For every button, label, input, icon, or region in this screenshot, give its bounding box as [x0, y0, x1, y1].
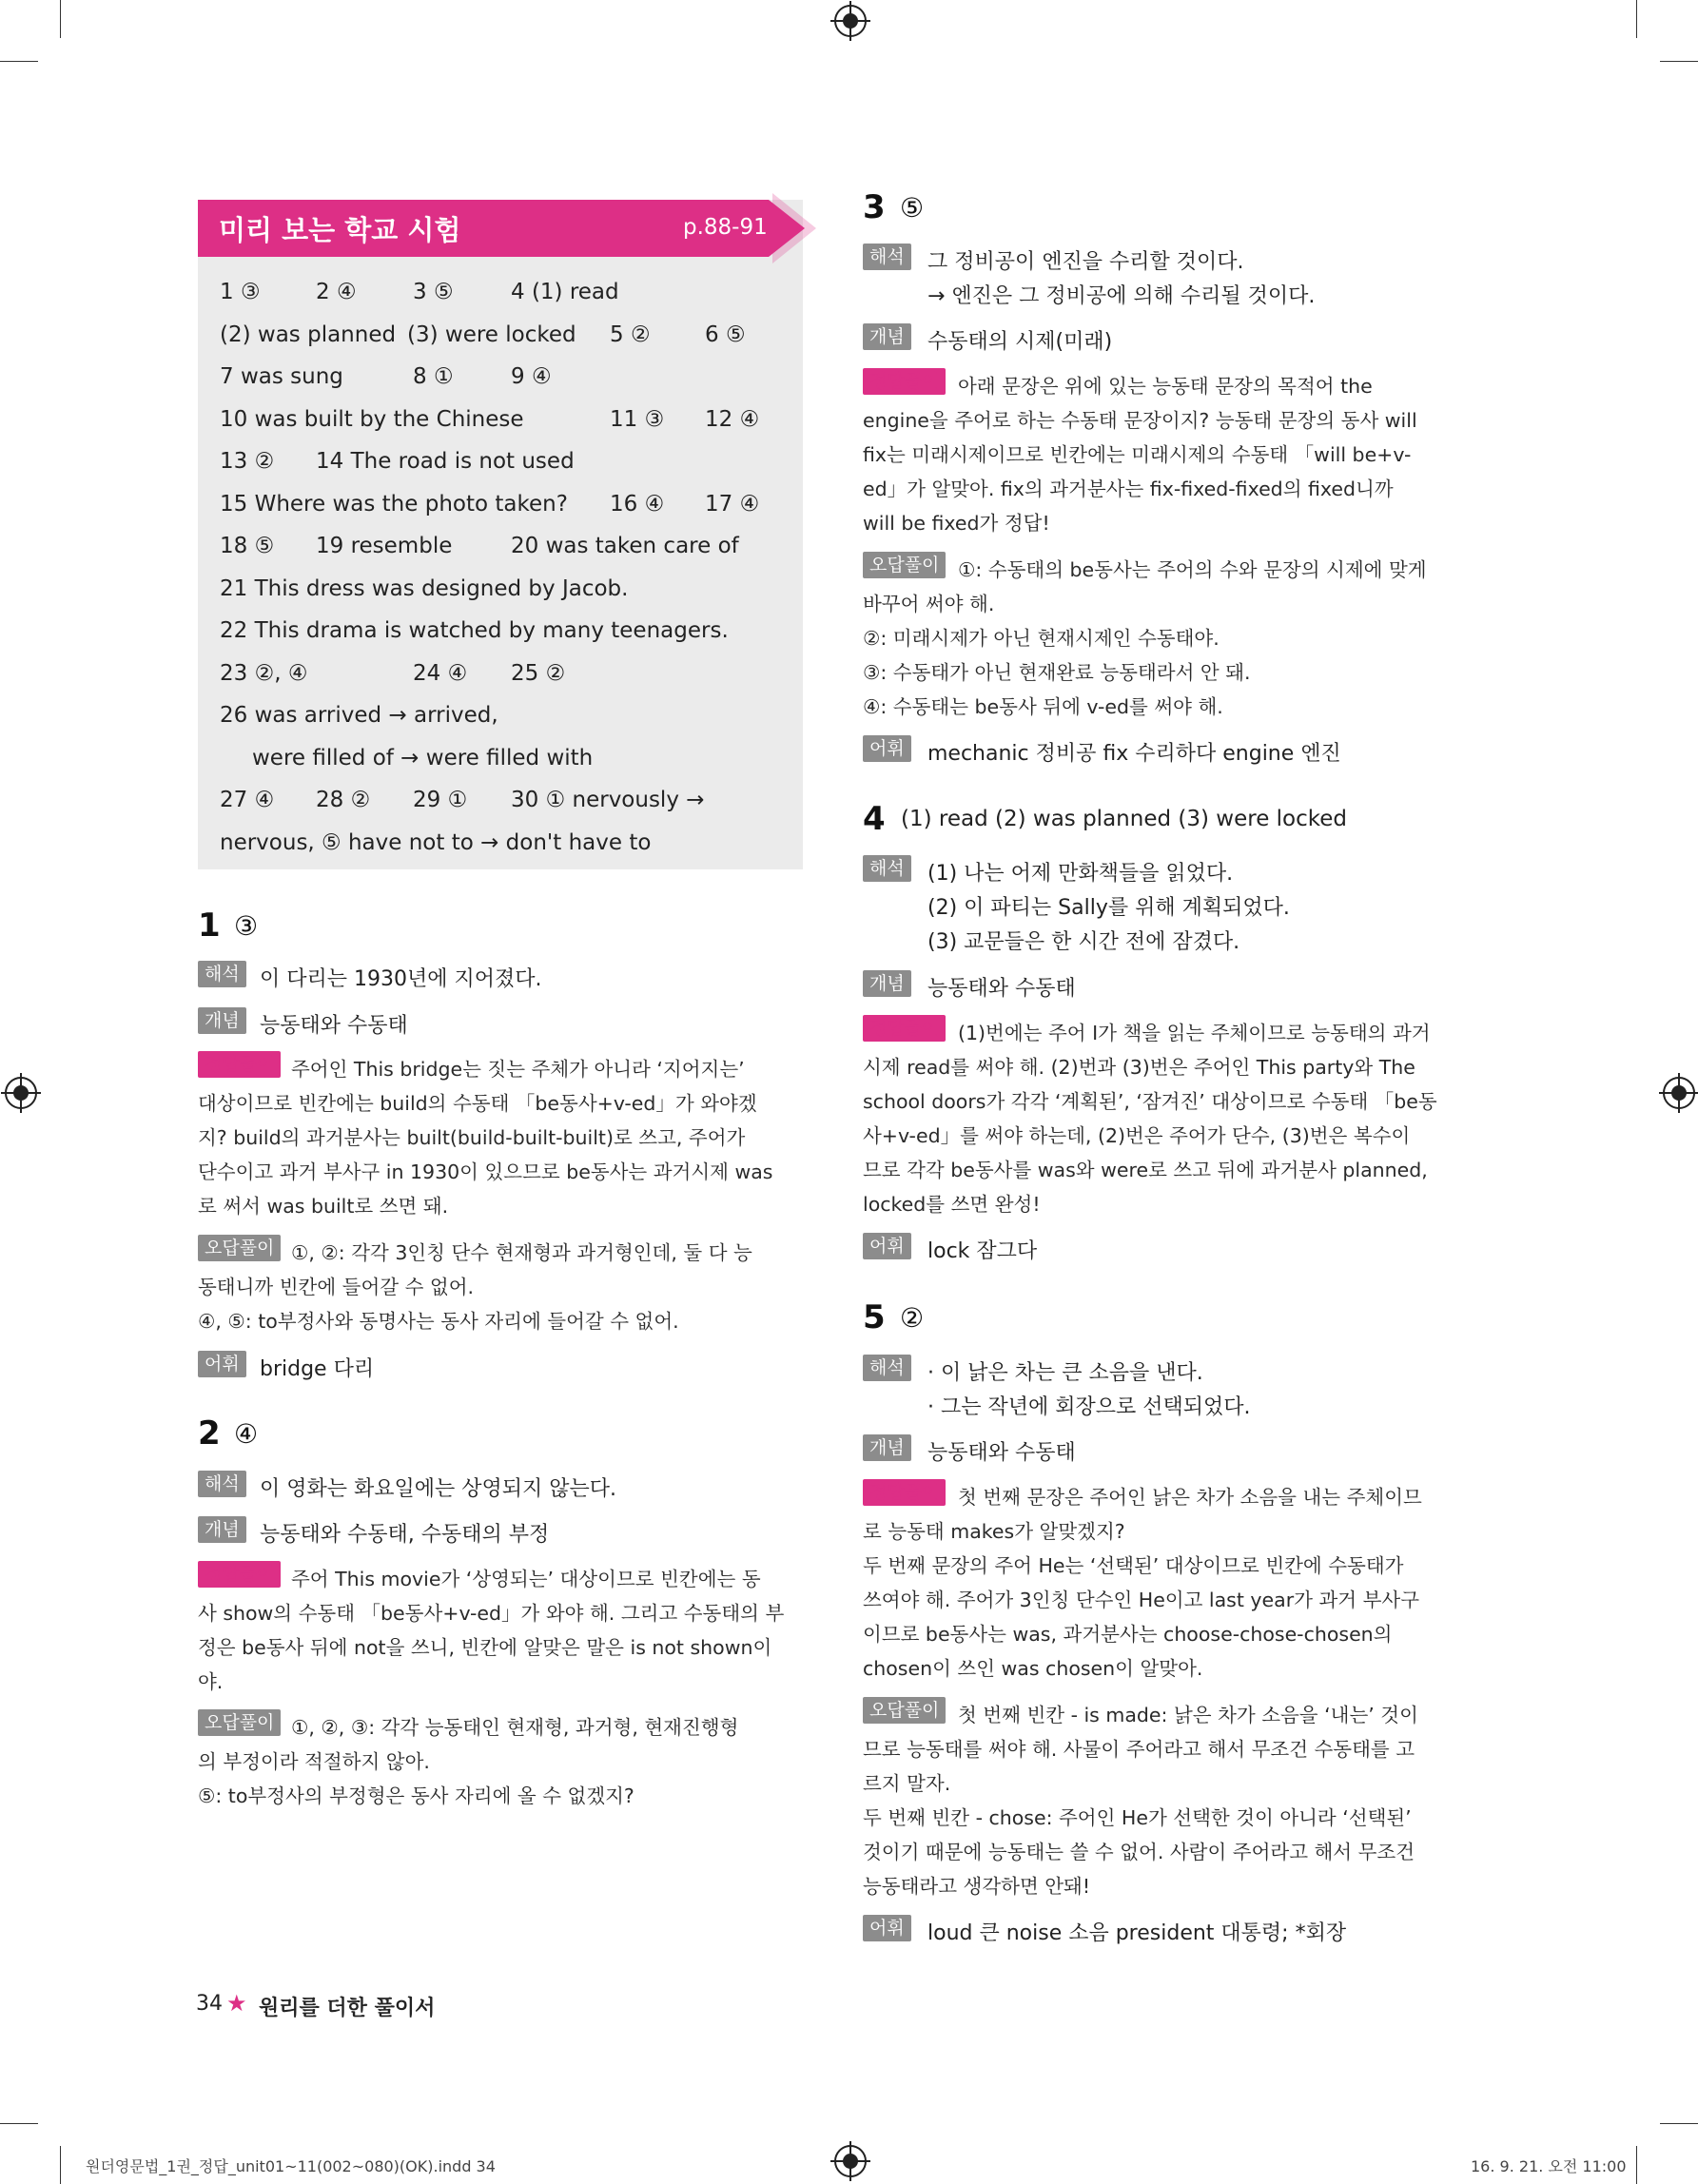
explanation-line: 단수이고 과거 부사구 in 1930이 있으므로 be동사는 과거시제 was — [198, 1160, 773, 1183]
crop-mark — [60, 0, 61, 38]
wrong-answer-line: 바꾸어 써야 해. — [863, 593, 995, 615]
crop-mark — [0, 2123, 38, 2124]
translation: (1) 나는 어제 만화책들을 읽었다. — [927, 862, 1234, 886]
wrong-answer-line: 의 부정이라 적절하지 않아. — [198, 1750, 430, 1773]
explanation-line: engine을 주어로 하는 수동태 문장이지? 능동태 문장의 동사 will — [863, 409, 1417, 432]
question-answer: ⑤ — [900, 192, 925, 224]
crop-mark — [1636, 2146, 1637, 2184]
explanation-line: locked를 쓰면 완성! — [863, 1193, 1041, 1216]
explanation-line: 주어 This movie가 ‘상영되는’ 대상이므로 빈칸에는 동 — [291, 1568, 761, 1590]
answer-item: 26 was arrived → arrived, — [220, 703, 498, 728]
question-number: 4 — [863, 800, 886, 838]
explanation-line: 주어인 This bridge는 짓는 주체가 아니라 ‘지어지는’ — [291, 1058, 745, 1081]
wrong-answer-line: 두 번째 빈칸 - chose: 주어인 He가 선택한 것이 아니라 ‘선택된’ — [863, 1806, 1412, 1829]
answer-item: 4 (1) read — [511, 280, 619, 304]
explanation-line: 대상이므로 빈칸에는 build의 수동태 「be동사+v-ed」가 와야겠 — [198, 1092, 757, 1115]
wrong-answer-line: 첫 번째 빈칸 - is made: 낡은 차가 소음을 ‘내는’ 것이 — [958, 1704, 1418, 1726]
explanation-line: 아래 문장은 위에 있는 능동태 문장의 목적어 the — [958, 375, 1373, 398]
explanation-line: chosen이 쓰인 was chosen이 알맞아. — [863, 1657, 1203, 1680]
tag-haeseok: 해석 — [863, 244, 911, 270]
answer-item: 9 ④ — [511, 364, 552, 389]
explanation-line: 로 능동태 makes가 알맞겠지? — [863, 1520, 1125, 1543]
question-answer: ② — [900, 1302, 925, 1334]
tag-haeseok: 해석 — [863, 1355, 911, 1381]
crop-mark — [1660, 2123, 1698, 2124]
tag-eohwi: 어휘 — [863, 1915, 911, 1941]
answer-item: 12 ④ — [705, 407, 760, 432]
explanation-line: 야. — [198, 1670, 224, 1693]
question-number: 2 — [198, 1414, 221, 1453]
concept: 수동태의 시제(미래) — [927, 330, 1113, 354]
answer-item: 17 ④ — [705, 492, 760, 517]
question-answer: ④ — [234, 1418, 259, 1450]
wrong-answer-line: ⑤: to부정사의 부정형은 동사 자리에 올 수 없겠지? — [198, 1784, 634, 1807]
tag-gaenyeom: 개념 — [198, 1516, 246, 1543]
explanation-line: 정은 be동사 뒤에 not을 쓰니, 빈칸에 알맞은 말은 is not shown이 — [198, 1636, 772, 1659]
tag-eohwi: 어휘 — [198, 1351, 246, 1377]
translation: · 그는 작년에 회장으로 선택되었다. — [927, 1395, 1251, 1419]
answer-item: 27 ④ — [220, 788, 275, 812]
registration-mark-icon — [834, 5, 867, 37]
translation: (3) 교문들은 한 시간 전에 잠겼다. — [927, 930, 1240, 954]
registration-mark-icon — [1663, 1077, 1695, 1109]
answer-item: 28 ② — [316, 788, 371, 812]
answer-item: 29 ① — [413, 788, 468, 812]
answer-item: 6 ⑤ — [705, 322, 746, 347]
explanation-line: fix는 미래시제이므로 빈칸에는 미래시제의 수동태 「will be+v- — [863, 443, 1412, 466]
explanation-line: 므로 각각 be동사를 was와 were로 쓰고 뒤에 과거분사 planned, — [863, 1159, 1428, 1181]
vocabulary: bridge 다리 — [260, 1357, 375, 1381]
vocabulary: loud 큰 noise 소음 president 대통령; *회장 — [927, 1921, 1347, 1945]
tag-jeongdap: 정답풀이 — [198, 1051, 281, 1078]
crop-mark — [1636, 0, 1637, 38]
tag-jeongdap: 정답풀이 — [863, 1479, 946, 1506]
tag-haeseok: 해석 — [198, 961, 246, 987]
explanation-line: 지? build의 과거분사는 built(build-built-built)로 쓰고, 주어가 — [198, 1126, 746, 1149]
wrong-answer-line: ④, ⑤: to부정사와 동명사는 동사 자리에 들어갈 수 없어. — [198, 1310, 679, 1333]
translation: (2) 이 파티는 Sally를 위해 계획되었다. — [927, 896, 1290, 920]
answer-item: nervous, ⑤ have not to → don't have to — [220, 830, 652, 855]
tag-odap: 오답풀이 — [863, 552, 946, 578]
answer-item: 7 was sung — [220, 364, 343, 389]
answer-item: 15 Where was the photo taken? — [220, 492, 568, 517]
answer-item: 3 ⑤ — [413, 280, 454, 304]
answer-item: 14 The road is not used — [316, 449, 575, 474]
concept: 능동태와 수동태 — [927, 1441, 1076, 1465]
section-title: 미리 보는 학교 시험 — [219, 214, 461, 246]
tag-gaenyeom: 개념 — [863, 323, 911, 350]
answer-item: 22 This drama is watched by many teenagers. — [220, 618, 729, 643]
book-title: 원리를 더한 풀이서 — [259, 1997, 436, 2020]
crop-mark — [60, 2146, 61, 2184]
tag-jeongdap: 정답풀이 — [863, 1015, 946, 1042]
question-number: 1 — [198, 907, 221, 945]
concept: 능동태와 수동태, 수동태의 부정 — [260, 1523, 550, 1547]
explanation-line: 사 show의 수동태 「be동사+v-ed」가 와야 해. 그리고 수동태의 부 — [198, 1602, 785, 1625]
vocabulary: mechanic 정비공 fix 수리하다 engine 엔진 — [927, 742, 1341, 766]
answer-item: 24 ④ — [413, 661, 468, 686]
answer-item: 20 was taken care of — [511, 534, 739, 558]
translation: 그 정비공이 엔진을 수리할 것이다. — [927, 250, 1244, 274]
answer-item: 18 ⑤ — [220, 534, 275, 558]
tag-eohwi: 어휘 — [863, 735, 911, 762]
explanation-line: will be fixed가 정답! — [863, 512, 1050, 535]
answer-item: 8 ① — [413, 364, 454, 389]
translation: → 엔진은 그 정비공에 의해 수리될 것이다. — [927, 284, 1316, 308]
concept: 능동태와 수동태 — [927, 977, 1076, 1001]
wrong-answer-line: 동태니까 빈칸에 들어갈 수 없어. — [198, 1276, 475, 1298]
tag-haeseok: 해석 — [198, 1471, 246, 1497]
answer-item: 2 ④ — [316, 280, 357, 304]
translation: 이 영화는 화요일에는 상영되지 않는다. — [260, 1477, 616, 1501]
page-range: p.88-91 — [683, 215, 768, 240]
answer-item: 10 was built by the Chinese — [220, 407, 524, 432]
answer-item: 16 ④ — [610, 492, 665, 517]
vocabulary: lock 잠그다 — [927, 1239, 1038, 1263]
question-number: 3 — [863, 188, 886, 226]
banner-tip — [769, 200, 805, 257]
tag-jeongdap: 정답풀이 — [198, 1561, 281, 1588]
explanation-line: ed」가 알맞아. fix의 과거분사는 fix-fixed-fixed의 fixed니까 — [863, 478, 1394, 500]
crop-mark — [0, 61, 38, 62]
answer-item: 23 ②, ④ — [220, 661, 308, 686]
wrong-answer-line: ②: 미래시제가 아닌 현재시제인 수동태야. — [863, 627, 1220, 650]
tag-odap: 오답풀이 — [198, 1235, 281, 1261]
wrong-answer-line: 것이기 때문에 능동태는 쓸 수 없어. 사람이 주어라고 해서 무조건 — [863, 1841, 1415, 1863]
explanation-line: 로 써서 was built로 쓰면 돼. — [198, 1195, 449, 1218]
explanation-line: 사+v-ed」를 써야 하는데, (2)번은 주어가 단수, (3)번은 복수이 — [863, 1124, 1411, 1147]
explanation-line: 이므로 be동사는 was, 과거분사는 choose-chose-chosen의 — [863, 1623, 1393, 1646]
star-icon: ★ — [226, 1990, 247, 2017]
tag-haeseok: 해석 — [863, 855, 911, 882]
registration-mark-icon — [5, 1077, 37, 1109]
tag-odap: 오답풀이 — [198, 1709, 281, 1736]
wrong-answer-line: ③: 수동태가 아닌 현재완료 능동태라서 안 돼. — [863, 661, 1251, 684]
answer-item: (2) was planned — [220, 322, 397, 347]
answer-item: 21 This dress was designed by Jacob. — [220, 576, 629, 601]
wrong-answer-line: ①: 수동태의 be동사는 주어의 수와 문장의 시제에 맞게 — [958, 558, 1427, 581]
registration-mark-icon — [834, 2145, 867, 2177]
answer-item: 19 resemble — [316, 534, 453, 558]
concept: 능동태와 수동태 — [260, 1014, 408, 1038]
wrong-answer-line: ①, ②, ③: 각각 능동태인 현재형, 과거형, 현재진행형 — [291, 1716, 739, 1739]
page-number: 34 — [196, 1992, 223, 2016]
answer-item: 30 ① nervously → — [511, 788, 705, 812]
tag-eohwi: 어휘 — [863, 1233, 911, 1259]
answer-item: 1 ③ — [220, 280, 261, 304]
date-slug: 16. 9. 21. 오전 11:00 — [1471, 2157, 1627, 2175]
explanation-line: 첫 번째 문장은 주어인 낡은 차가 소음을 내는 주체이므 — [958, 1486, 1422, 1509]
tag-jeongdap: 정답풀이 — [863, 368, 946, 395]
wrong-answer-line: 므로 능동태를 써야 해. 사물이 주어라고 해서 무조건 수동태를 고 — [863, 1738, 1415, 1761]
explanation-line: 쓰여야 해. 주어가 3인칭 단수인 He이고 last year가 과거 부사구 — [863, 1589, 1420, 1611]
translation: · 이 낡은 차는 큰 소음을 낸다. — [927, 1361, 1203, 1385]
tag-gaenyeom: 개념 — [863, 970, 911, 997]
wrong-answer-line: ④: 수동태는 be동사 뒤에 v-ed를 써야 해. — [863, 695, 1223, 718]
tag-gaenyeom: 개념 — [198, 1007, 246, 1034]
answer-item: were filled of → were filled with — [252, 746, 594, 770]
translation: 이 다리는 1930년에 지어졌다. — [260, 967, 542, 991]
explanation-line: (1)번에는 주어 I가 책을 읽는 주체이므로 능동태의 과거 — [958, 1022, 1431, 1044]
explanation-line: 시제 read를 써야 해. (2)번과 (3)번은 주어인 This party와 The — [863, 1056, 1415, 1079]
crop-mark — [1660, 61, 1698, 62]
explanation-line: school doors가 각각 ‘계획된’, ‘잠겨진’ 대상이므로 수동태 「be동 — [863, 1090, 1437, 1113]
answer-item: 25 ② — [511, 661, 566, 686]
wrong-answer-line: 능동태라고 생각하면 안돼! — [863, 1875, 1091, 1898]
explanation-line: 두 번째 문장의 주어 He는 ‘선택된’ 대상이므로 빈칸에 수동태가 — [863, 1554, 1404, 1577]
wrong-answer-line: ①, ②: 각각 3인칭 단수 현재형과 과거형인데, 둘 다 능 — [291, 1241, 752, 1264]
wrong-answer-line: 르지 말자. — [863, 1772, 951, 1795]
question-answer: (1) read (2) was planned (3) were locked — [901, 807, 1348, 831]
file-slug: 원더영문법_1권_정답_unit01~11(002~080)(OK).indd 34 — [86, 2157, 496, 2175]
question-number: 5 — [863, 1298, 886, 1336]
question-answer: ③ — [234, 910, 259, 942]
answer-item: 5 ② — [610, 322, 651, 347]
tag-gaenyeom: 개념 — [863, 1434, 911, 1461]
answer-item: 11 ③ — [610, 407, 665, 432]
answer-item: (3) were locked — [407, 322, 576, 347]
tag-odap: 오답풀이 — [863, 1697, 946, 1724]
answer-item: 13 ② — [220, 449, 275, 474]
